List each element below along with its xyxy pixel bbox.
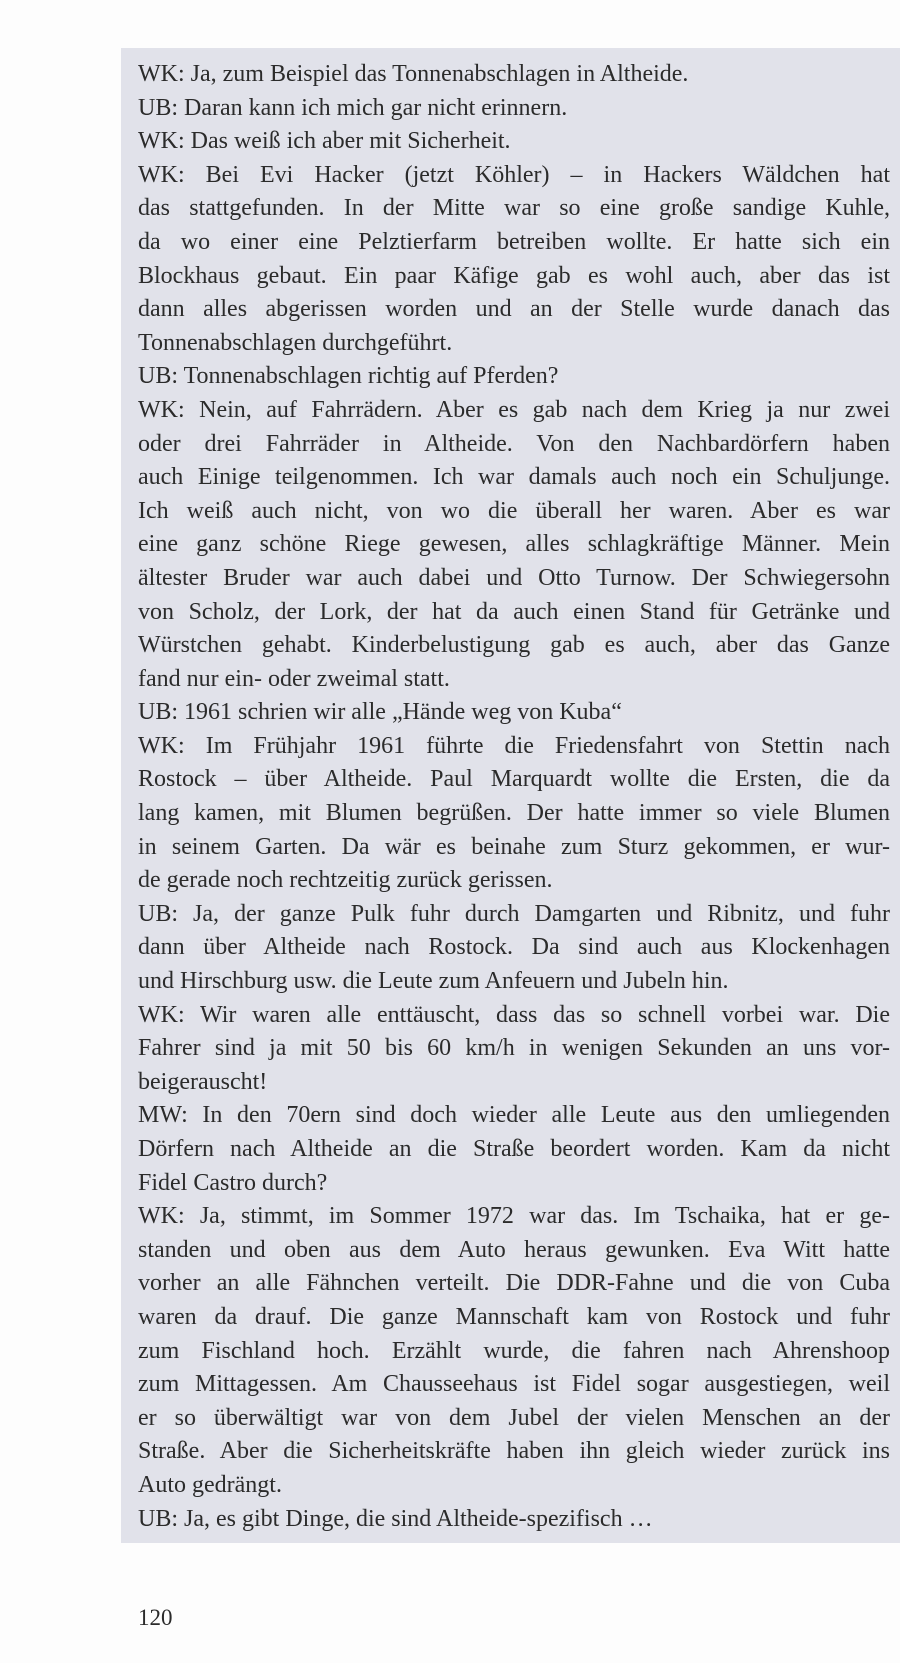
text-line: Tonnenabschlagen durchgeführt. <box>138 329 453 356</box>
text-line: zum Fischland hoch. Erzählt wurde, die fahren nach Ahrenshoop <box>138 1337 890 1364</box>
text-line: waren da drauf. Die ganze Mannschaft kam von Rostock und fuhr <box>138 1303 890 1330</box>
text-line: Rostock – über Altheide. Paul Marquardt wollte die Ersten, die da <box>138 766 890 793</box>
text-line: von Scholz, der Lork, der hat da auch einen Stand für Getränke und <box>138 598 890 625</box>
text-line: eine ganz schöne Riege gewesen, alles schlagkräftige Männer. Mein <box>138 531 890 558</box>
text-line: WK: Das weiß ich aber mit Sicherheit. <box>138 128 511 155</box>
text-line: Ich weiß auch nicht, von wo die überall her waren. Aber es war <box>138 497 890 524</box>
text-line: beigerauscht! <box>138 1068 268 1095</box>
text-line: UB: Daran kann ich mich gar nicht erinnern. <box>138 94 568 121</box>
text-line: MW: In den 70ern sind doch wieder alle Leute aus den umliegenden <box>138 1102 890 1129</box>
text-line: zum Mittagessen. Am Chausseehaus ist Fidel sogar ausgestiegen, weil <box>138 1371 890 1398</box>
text-line: dann alles abgerissen worden und an der Stelle wurde danach das <box>138 296 890 323</box>
interview-text <box>138 58 890 1536</box>
text-line: WK: Bei Evi Hacker (jetzt Köhler) – in Hackers Wäldchen hat <box>138 161 890 188</box>
text-line: UB: Ja, es gibt Dinge, die sind Altheide-spezifisch … <box>138 1505 653 1532</box>
text-line: WK: Ja, stimmt, im Sommer 1972 war das. Im Tschaika, hat er ge- <box>138 1203 890 1230</box>
text-line: da wo einer eine Pelztierfarm betreiben wollte. Er hatte sich ein <box>138 228 890 255</box>
text-line: Blockhaus gebaut. Ein paar Käfige gab es wohl auch, aber das ist <box>138 262 890 289</box>
text-line: standen und oben aus dem Auto heraus gewunken. Eva Witt hatte <box>138 1236 890 1263</box>
text-line: WK: Im Frühjahr 1961 führte die Friedensfahrt von Stettin nach <box>138 732 890 759</box>
text-line: Auto gedrängt. <box>138 1471 282 1498</box>
text-line: Würstchen gehabt. Kinderbelustigung gab es auch, aber das Ganze <box>138 632 890 659</box>
text-line: UB: Tonnenabschlagen richtig auf Pferden? <box>138 363 559 390</box>
text-line: Dörfern nach Altheide an die Straße beordert worden. Kam da nicht <box>138 1136 890 1162</box>
text-line: de gerade noch rechtzeitig zurück gerissen. <box>138 867 553 894</box>
text-line: WK: Nein, auf Fahrrädern. Aber es gab nach dem Krieg ja nur zwei <box>138 396 890 423</box>
text-line: ältester Bruder war auch dabei und Otto Turnow. Der Schwiegersohn <box>138 564 890 591</box>
text-line: und Hirschburg usw. die Leute zum Anfeuern und Jubeln hin. <box>138 968 729 995</box>
text-line: er so überwältigt war von dem Jubel der vielen Menschen an der <box>138 1404 890 1431</box>
text-line: in seinem Garten. Da wär es beinahe zum Sturz gekommen, er wur- <box>138 833 890 860</box>
text-line: lang kamen, mit Blumen begrüßen. Der hatte immer so viele Blumen <box>138 800 890 827</box>
text-line: auch Einige teilgenommen. Ich war damals auch noch ein Schuljunge. <box>138 464 890 491</box>
text-line: WK: Ja, zum Beispiel das Tonnenabschlagen in Altheide. <box>138 61 689 87</box>
text-line: Fidel Castro durch? <box>138 1169 328 1196</box>
text-line: Straße. Aber die Sicherheitskräfte haben ihn gleich wieder zurück ins <box>138 1438 890 1465</box>
text-line: Fahrer sind ja mit 50 bis 60 km/h in wenigen Sekunden an uns vor- <box>138 1035 890 1062</box>
text-line: vorher an alle Fähnchen verteilt. Die DDR-Fahne und die von Cuba <box>138 1270 890 1297</box>
text-line: UB: 1961 schrien wir alle „Hände weg von Kuba“ <box>138 699 622 726</box>
text-line: das stattgefunden. In der Mitte war so eine große sandige Kuhle, <box>138 195 890 222</box>
text-line: fand nur ein- oder zweimal statt. <box>138 665 450 692</box>
text-line: UB: Ja, der ganze Pulk fuhr durch Damgarten und Ribnitz, und fuhr <box>138 900 890 927</box>
page-number: 120 <box>138 1605 173 1630</box>
text-line: dann über Altheide nach Rostock. Da sind auch aus Klockenhagen <box>138 934 890 961</box>
text-line: WK: Wir waren alle enttäuscht, dass das so schnell vorbei war. Die <box>138 1001 890 1028</box>
text-line: oder drei Fahrräder in Altheide. Von den Nachbardörfern haben <box>138 430 890 457</box>
